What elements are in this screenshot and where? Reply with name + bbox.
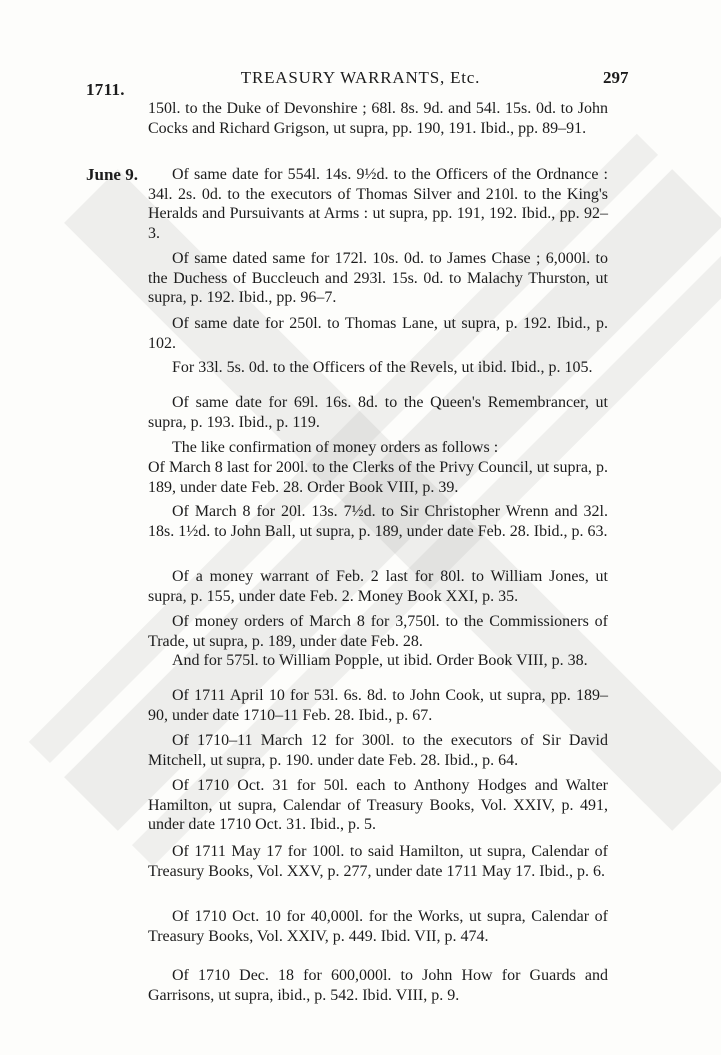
entry-text: For 33l. 5s. 0d. to the Officers of the Revels, ut ibid. Ibid., p. 105. bbox=[172, 359, 593, 376]
entry-lane bbox=[148, 314, 608, 353]
entry-text: Of money orders of March 8 for 3,750l. to the Commissioners of Trade, ut supra, p. 189, under date Feb. 28. bbox=[148, 613, 608, 650]
entry-text: Of same date for 554l. 14s. 9½d. to the Officers of the Ordnance : 34l. 2s. 0d. to the executors of Thomas Silver and 210l. to the King's Heralds and Pursuivants at Arms : ut supra, pp. 191, 192. Ibid., pp. 92–3. bbox=[148, 166, 608, 242]
entry-text: Of same dated same for 172l. 10s. 0d. to James Chase ; 6,000l. to the Duchess of Buccleuch and 293l. 15s. 0d. to Malachy Thurston, ut supra, p. 192. Ibid., pp. 96–7. bbox=[148, 250, 608, 306]
entry-mitchell bbox=[148, 731, 608, 770]
entry-how bbox=[148, 966, 608, 1005]
page-number: 297 bbox=[603, 68, 629, 87]
entry-trade bbox=[148, 612, 608, 651]
entry-jones bbox=[148, 567, 608, 606]
entry-cook bbox=[148, 686, 608, 725]
running-title: TREASURY WARRANTS, Etc. bbox=[240, 68, 481, 87]
entry-text: Of March 8 for 20l. 13s. 7½d. to Sir Christopher Wrenn and 32l. 18s. 1½d. to John Ball, ut supra, p. 189, under date Feb. 28. Ibid., p. 63. bbox=[148, 503, 608, 540]
entry-confirmation-intro bbox=[148, 438, 608, 458]
entry-hamilton bbox=[148, 842, 608, 881]
entry-text: Of 1710 Oct. 10 for 40,000l. for the Works, ut supra, Calendar of Treasury Books, Vol. XXIV, p. 449. Ibid. VII, p. 474. bbox=[148, 908, 608, 945]
entry-text: Of same date for 69l. 16s. 8d. to the Queen's Remembrancer, ut supra, p. 193. Ibid., p. 119. bbox=[148, 394, 608, 431]
entry-hodges-hamilton bbox=[148, 776, 608, 835]
entry-text: Of a money warrant of Feb. 2 last for 80l. to William Jones, ut supra, p. 155, under date Feb. 2. Money Book XXI, p. 35. bbox=[148, 568, 608, 605]
entry-text: Of 1711 April 10 for 53l. 6s. 8d. to John Cook, ut supra, pp. 189–90, under date 1710–11 Feb. 28. Ibid., p. 67. bbox=[148, 687, 608, 724]
entry-wrenn bbox=[148, 502, 608, 541]
entry-text: Of same date for 250l. to Thomas Lane, ut supra, p. 192. Ibid., p. 102. bbox=[148, 315, 608, 352]
entry-text: Of March 8 last for 200l. to the Clerks of the Privy Council, ut supra, p. 189, under date Feb. 28. Order Book VIII, p. 39. bbox=[148, 459, 608, 496]
entry-ordnance bbox=[148, 165, 608, 243]
entry-text: Of 1710–11 March 12 for 300l. to the executors of Sir David Mitchell, ut supra, p. 190. under date Feb. 28. Ibid., p. 64. bbox=[148, 732, 608, 769]
page-header bbox=[0, 0, 721, 99]
entry-works bbox=[148, 907, 608, 946]
entry-text: Of 1710 Oct. 31 for 50l. each to Anthony Hodges and Walter Hamilton, ut supra, Calendar of Treasury Books, Vol. XXIV, p. 491, under date 1710 Oct. 31. Ibid., p. 5. bbox=[148, 777, 608, 833]
entry-text: The like confirmation of money orders as follows : bbox=[172, 439, 499, 456]
entry-revels bbox=[148, 358, 608, 378]
header-year: 1711. bbox=[86, 80, 125, 99]
entry-text: Of 1711 May 17 for 100l. to said Hamilton, ut supra, Calendar of Treasury Books, Vol. XXV, p. 277, under date 1711 May 17. Ibid., p. 6. bbox=[148, 843, 608, 880]
entry-privy-council bbox=[148, 458, 608, 497]
entry-text: Of 1710 Dec. 18 for 600,000l. to John How for Guards and Garrisons, ut supra, ibid., p. 542. Ibid. VIII, p. 9. bbox=[148, 967, 608, 1004]
entry-continuation bbox=[148, 99, 608, 138]
entry-popple bbox=[148, 651, 608, 671]
entry-text: 150l. to the Duke of Devonshire ; 68l. 8s. 9d. and 54l. 15s. 0d. to John Cocks and Richard Grigson, ut supra, pp. 190, 191. Ibid., pp. 89–91. bbox=[148, 100, 608, 137]
entry-chase bbox=[148, 249, 608, 308]
margin-date: June 9. bbox=[86, 165, 138, 184]
entry-text: And for 575l. to William Popple, ut ibid. Order Book VIII, p. 38. bbox=[172, 652, 588, 669]
entry-remembrancer bbox=[148, 393, 608, 432]
